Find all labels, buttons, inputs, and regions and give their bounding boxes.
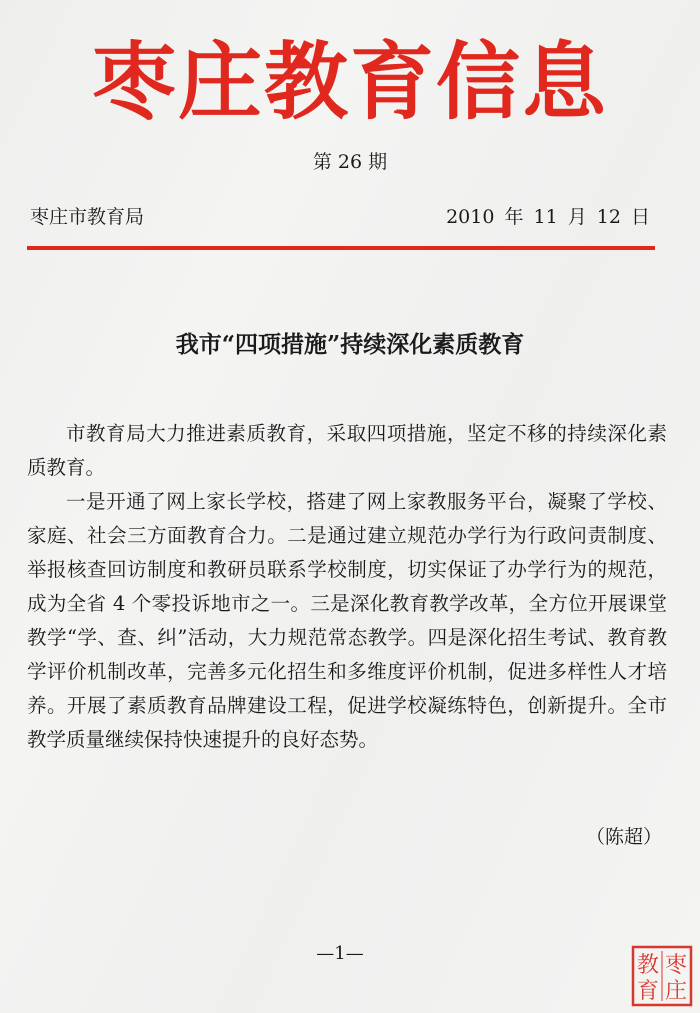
issue-number: 第 26 期 [312,151,388,173]
seal-char: 庄 [664,979,688,1004]
paragraph: 市教育局大力推进素质教育，采取四项措施，坚定不移的持续深化素质教育。 [27,422,667,479]
seal-char: 教 [636,953,660,978]
masthead-title: 枣庄教育信息 [91,32,608,131]
seal-char: 枣 [664,953,688,978]
page-number: —1— [316,943,364,964]
article-headline: 我市“四项措施”持续深化素质教育 [175,331,525,358]
byline: （陈超） [585,826,662,848]
seal-char: 育 [636,979,660,1004]
paragraph: 一是开通了网上家长学校，搭建了网上家教服务平台，凝聚了学校、家庭、社会三方面教育合力。二是通过建立规范办学行为行政问责制度、举报核查回访制度和教研员联系学校制度，切实保证了办学行为的规范，成为全省 4 个零投诉地市之一。三是深化教育教学改革，全方位开展课堂教学“学、查、纠”活动，大力规范常态教学。四是深化招生考试、教育教学评价机制改革，完善多元化招生和多维度评价机制，促进多样性人才培养。开展了素质教育品牌建设工程，促进学校凝练特色，创新提升。全市教学质量继续保持快速提升的良好态势。 [27,490,667,751]
red-divider [27,246,655,250]
seal-stamp [631,945,693,1007]
issuer: 枣庄市教育局 [30,206,145,228]
issue-date: 2010 年 11 月 12 日 [446,206,650,228]
article-body [27,417,667,757]
